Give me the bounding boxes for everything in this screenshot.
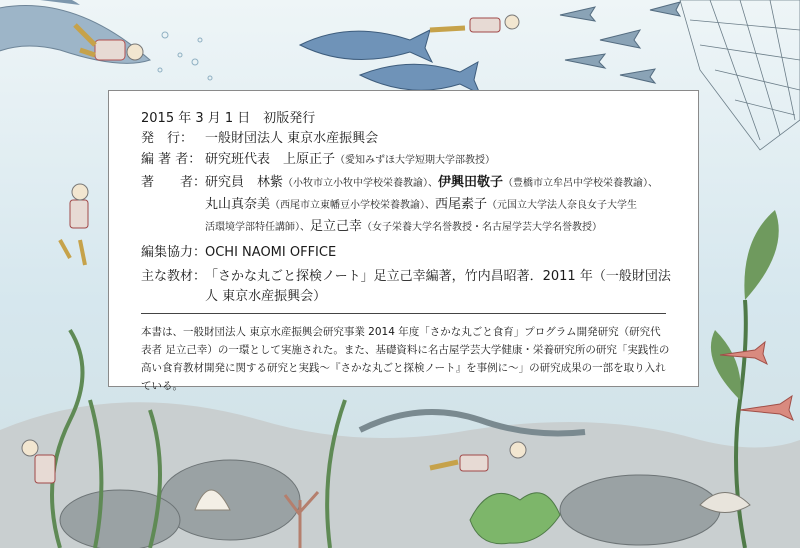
author-affiliation: （元国立大学法人奈良女子大学生 bbox=[487, 200, 638, 211]
editor-affiliation: （愛知みずほ大学短期大学部教授） bbox=[335, 155, 496, 166]
authors-row-1 bbox=[141, 173, 658, 193]
authors-row-3 bbox=[205, 217, 602, 237]
author-name: 西尾素子 bbox=[435, 197, 488, 212]
editor-label: 編 著 者： bbox=[141, 152, 202, 167]
author-name: 丸山真奈美 bbox=[205, 197, 271, 212]
cooperation-row bbox=[141, 243, 336, 262]
author-name: 林紫 bbox=[257, 175, 284, 190]
author-affiliation: （豊橋市立牟呂中学校栄養教諭）、 bbox=[503, 178, 659, 189]
author-affiliation: 活環境学部特任講師）、 bbox=[205, 222, 310, 233]
divider bbox=[141, 313, 666, 314]
editor-role: 研究班代表 bbox=[205, 152, 271, 167]
author-affiliation: （女子栄養大学名誉教授・名古屋学芸大学名誉教授） bbox=[362, 222, 603, 233]
cooperation-value: OCHI NAOMI OFFICE bbox=[205, 245, 337, 260]
author-affiliation: （小牧市立小牧中学校栄養教諭）、 bbox=[283, 178, 439, 189]
material-line-2: 人 東京水産振興会） bbox=[205, 289, 327, 304]
material-label: 主な教材： bbox=[141, 269, 207, 284]
author-name: 伊興田敬子 bbox=[438, 175, 504, 190]
cooperation-label: 編集協力： bbox=[141, 245, 207, 260]
author-affiliation: （西尾市立東幡豆小学校栄養教諭）、 bbox=[270, 200, 436, 211]
note-paragraph: 本書は、一般財団法人 東京水産振興会研究事業 2014 年度「さかな丸ごと食育」プログラム開発研究（研究代表者 足立己幸）の一環として実施された。また、基礎資料に名古屋学芸大学健康・栄養研究所の研究「実践性の高い食育教材開発に関する研究と実践～『さかな丸ごと探検ノート』を事例に～」の研究成果の一部を取り入れている。 bbox=[141, 326, 670, 392]
material-line-1: 「さかな丸ごと探検ノート」足立己幸編著，竹内昌昭著．2011 年（一般財団法 bbox=[205, 269, 671, 284]
publisher-label: 発 行： bbox=[141, 131, 194, 146]
authors-row-2 bbox=[205, 195, 637, 215]
publisher-row bbox=[141, 129, 378, 148]
editor-row bbox=[141, 150, 495, 170]
author-name: 足立己幸 bbox=[310, 219, 363, 234]
material-row-cont bbox=[205, 287, 326, 306]
material-row bbox=[141, 267, 671, 286]
colophon-card bbox=[108, 90, 699, 392]
edition-date: 2015 年 3 月 1 日 初版発行 bbox=[141, 111, 316, 126]
author-label: 著 者： bbox=[141, 175, 207, 190]
editor-name: 上原正子 bbox=[283, 152, 336, 167]
author-role: 研究員 bbox=[205, 175, 245, 190]
publisher-name: 一般財団法人 東京水産振興会 bbox=[205, 131, 379, 146]
